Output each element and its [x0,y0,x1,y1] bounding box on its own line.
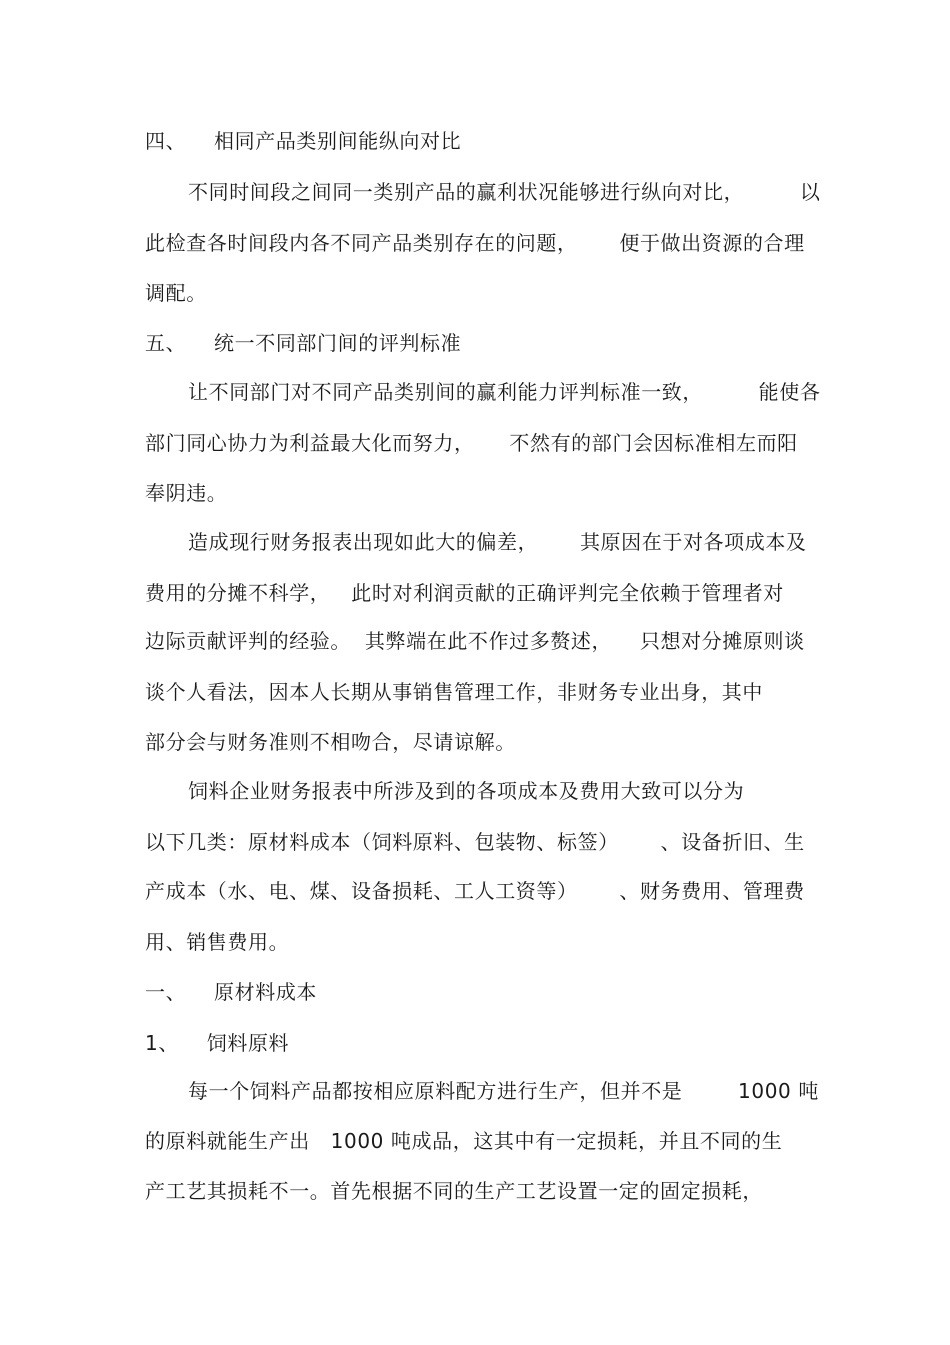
paragraph-line: 边际贡献评判的经验。 其弊端在此不作过多赘述， 只想对分摊原则谈 [145,629,805,653]
paragraph-line: 不同时间段之间同一类别产品的赢利状况能够进行纵向对比， 以 [188,180,821,204]
paragraph-line: 造成现行财务报表出现如此大的偏差， 其原因在于对各项成本及 [188,530,807,554]
paragraph-line: 部门同心协力为利益最大化而努力， 不然有的部门会因标准相左而阳 [145,431,798,455]
paragraph-line: 产成本（水、电、煤、设备损耗、工人工资等） 、财务费用、管理费 [145,879,805,903]
paragraph-line: 以下几类：原材料成本（饲料原料、包装物、标签） 、设备折旧、生 [145,830,805,854]
paragraph-line: 让不同部门对不同产品类别间的赢利能力评判标准一致， 能使各 [188,380,821,404]
paragraph-line: 费用的分摊不科学， 此时对利润贡献的正确评判完全依赖于管理者对 [145,581,784,605]
paragraph-line: 用、销售费用。 [145,930,290,954]
paragraph-line: 此检查各时间段内各不同产品类别存在的问题， 便于做出资源的合理 [145,231,805,255]
paragraph-line: 奉阴违。 [145,481,228,505]
section-heading-1: 一、 原材料成本 [145,980,318,1004]
paragraph-line: 部分会与财务准则不相吻合，尽请谅解。 [145,730,516,754]
paragraph-line: 饲料企业财务报表中所涉及到的各项成本及费用大致可以分为 [188,779,745,803]
subsection-heading-1: 1、 饲料原料 [145,1031,290,1055]
section-heading-5: 五、 统一不同部门间的评判标准 [145,331,462,355]
paragraph-line: 谈个人看法，因本人长期从事销售管理工作，非财务专业出身，其中 [145,680,763,704]
paragraph-line: 调配。 [145,281,207,305]
paragraph-line: 的原料就能生产出 1000 吨成品，这其中有一定损耗，并且不同的生 [145,1129,783,1153]
section-heading-4: 四、 相同产品类别间能纵向对比 [145,129,462,153]
paragraph-line: 每一个饲料产品都按相应原料配方进行生产，但并不是 1000 吨 [188,1079,819,1103]
paragraph-line: 产工艺其损耗不一。首先根据不同的生产工艺设置一定的固定损耗， [145,1179,763,1203]
